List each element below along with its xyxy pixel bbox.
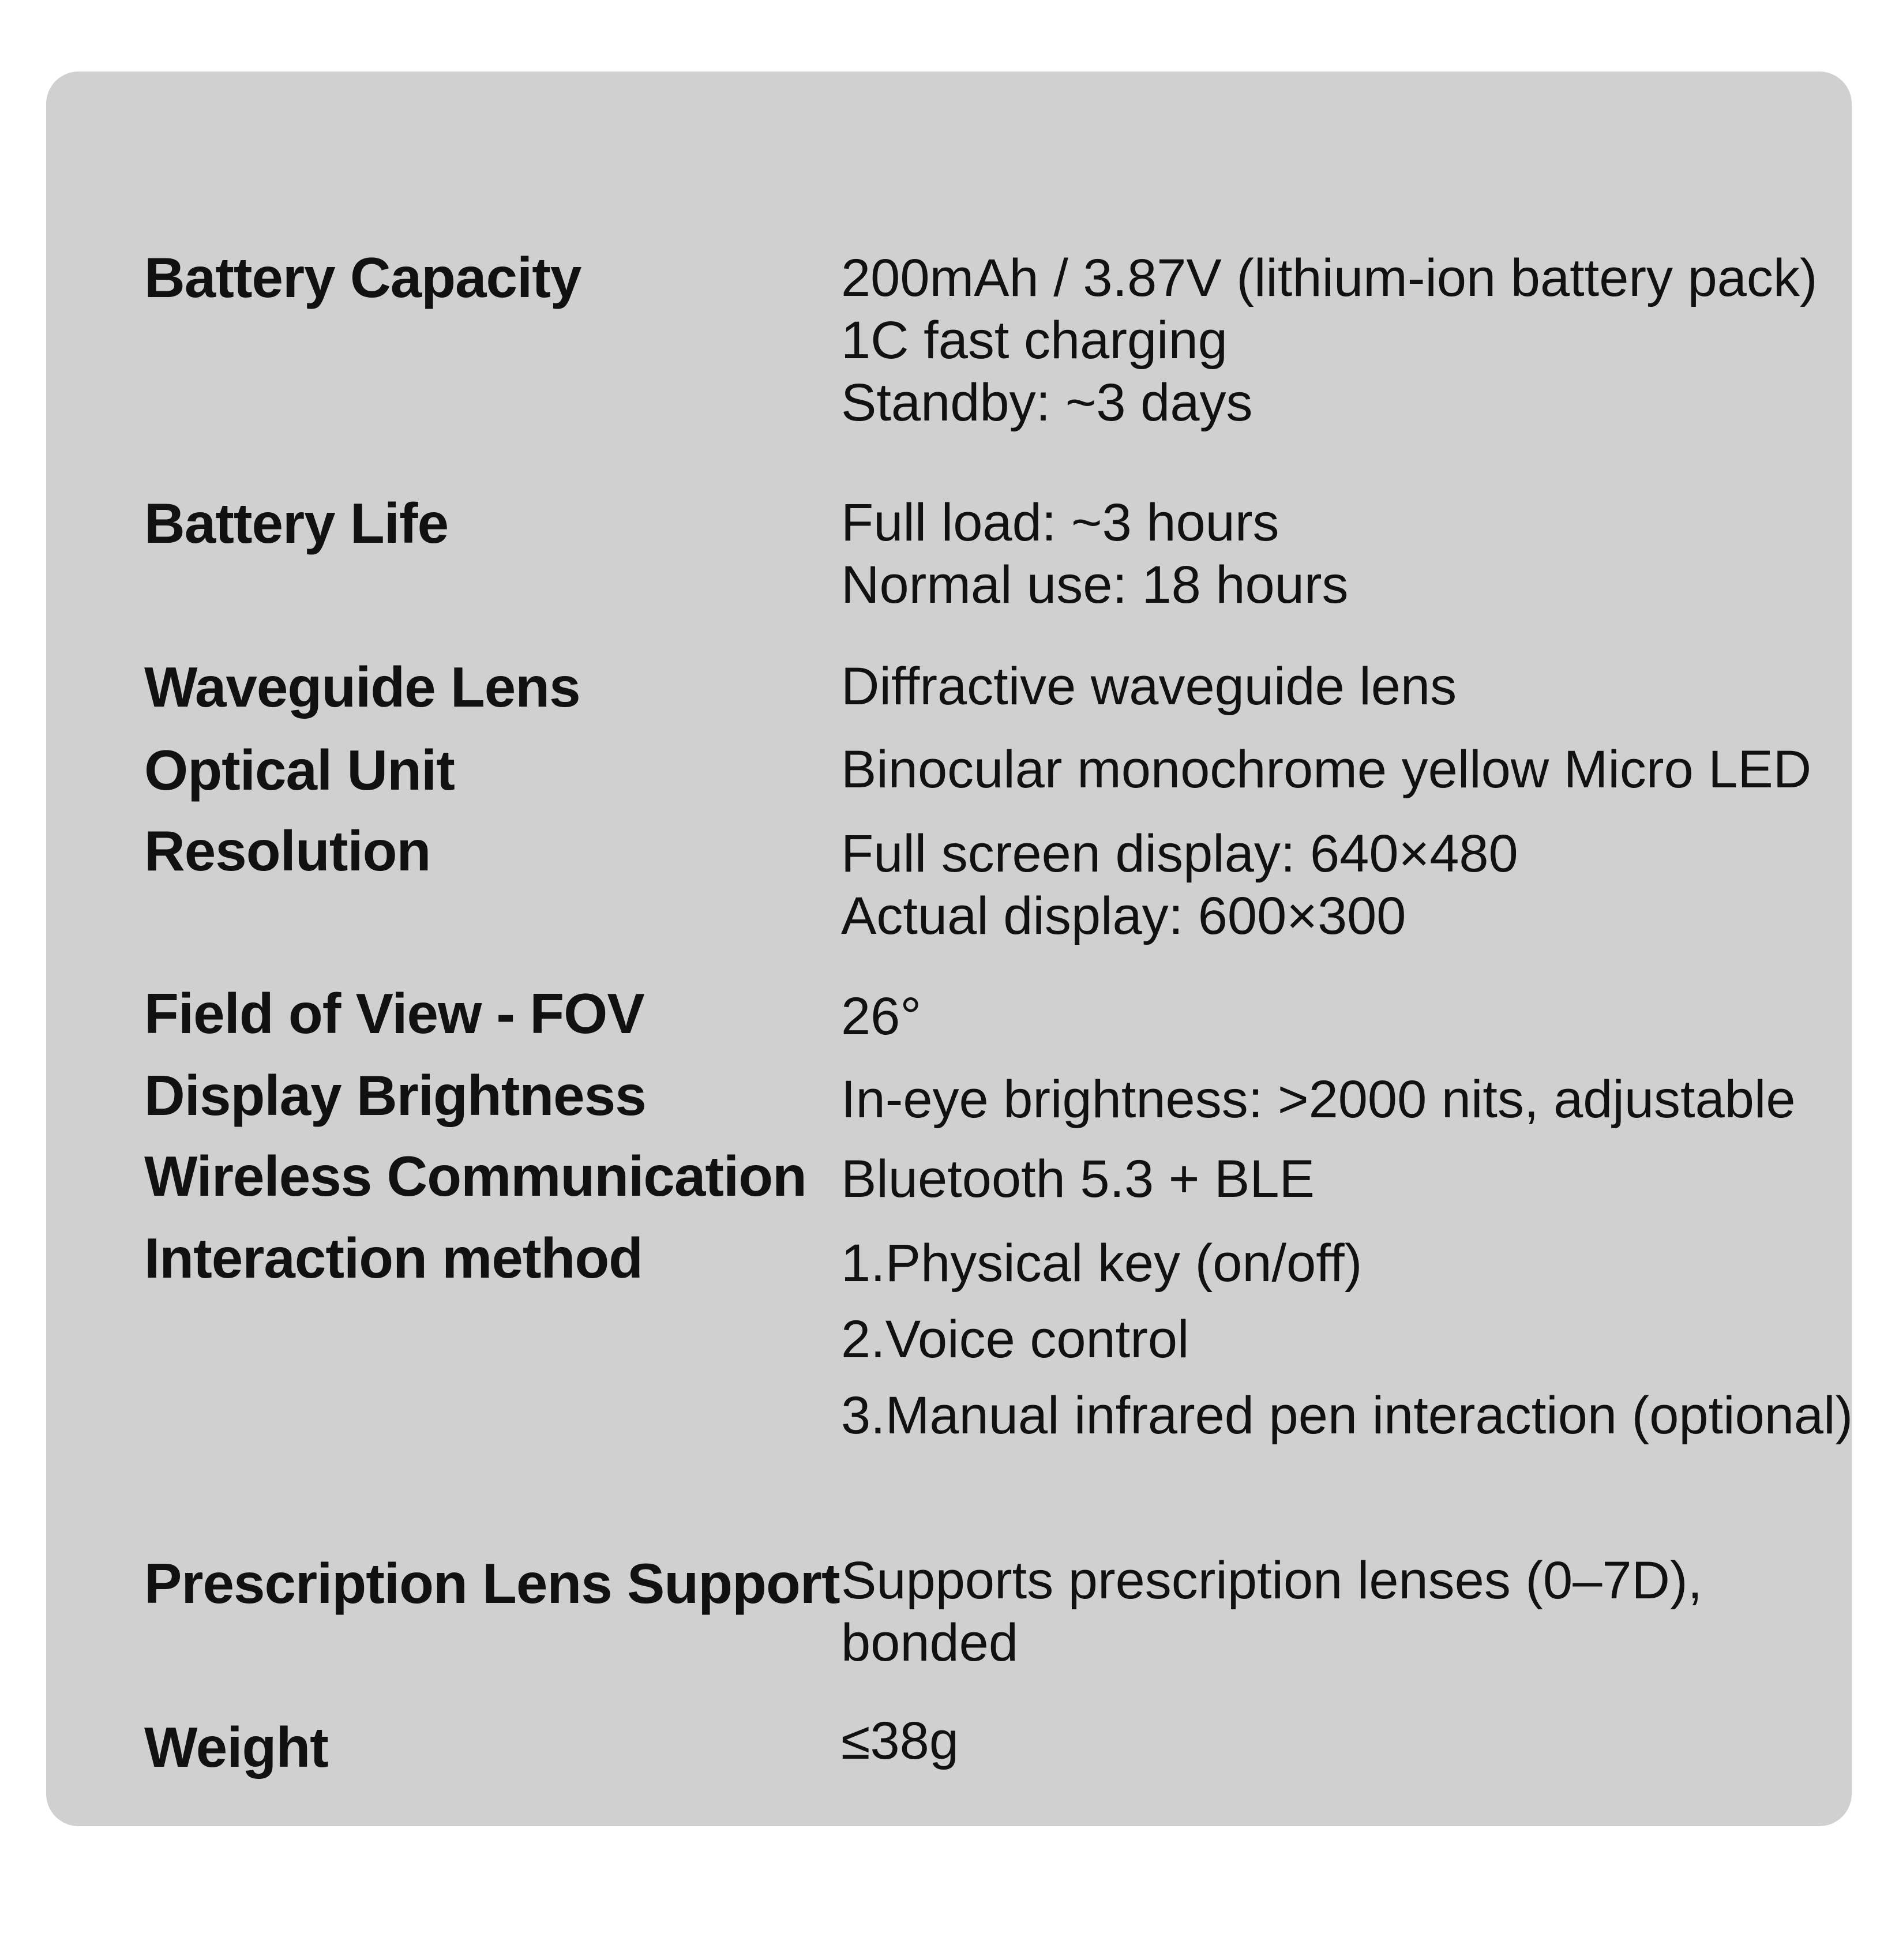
spec-value-line: 2.Voice control [841, 1310, 1189, 1369]
spec-panel [46, 72, 1852, 1826]
spec-value-line: Normal use: 18 hours [841, 555, 1349, 614]
spec-label-field-of-view: Field of View - FOV [144, 982, 644, 1045]
spec-value-waveguide-lens [841, 655, 1457, 718]
spec-label-optical-unit: Optical Unit [144, 738, 455, 802]
spec-value-line: 26° [841, 987, 922, 1046]
spec-value-line: 1C fast charging [841, 311, 1228, 370]
spec-label-waveguide-lens: Waveguide Lens [144, 655, 580, 719]
spec-value-line: In-eye brightness: >2000 nits, adjustable [841, 1070, 1796, 1129]
spec-value-line: ≤38g [841, 1711, 959, 1770]
spec-value-wireless-communication [841, 1148, 1315, 1210]
spec-label-weight: Weight [144, 1715, 328, 1779]
spec-label-interaction-method: Interaction method [144, 1226, 643, 1290]
spec-value-line: 1.Physical key (on/off) [841, 1234, 1363, 1293]
spec-value-line: Actual display: 600×300 [841, 887, 1406, 945]
spec-value-battery-capacity [841, 247, 1818, 434]
spec-value-prescription-lens-support [841, 1549, 1702, 1674]
spec-label-battery-capacity: Battery Capacity [144, 246, 581, 309]
spec-value-line: Full screen display: 640×480 [841, 824, 1518, 883]
spec-value-line: bonded [841, 1613, 1018, 1672]
spec-value-line: 200mAh / 3.87V (lithium-ion battery pack) [841, 249, 1818, 307]
spec-value-line: Diffractive waveguide lens [841, 657, 1457, 716]
spec-value-line: Binocular monochrome yellow Micro LED [841, 740, 1812, 799]
spec-label-battery-life: Battery Life [144, 491, 449, 555]
spec-value-line: Supports prescription lenses (0–7D), [841, 1551, 1703, 1610]
spec-value-line: Standby: ~3 days [841, 373, 1253, 432]
spec-value-line: Bluetooth 5.3 + BLE [841, 1150, 1315, 1208]
spec-value-display-brightness [841, 1068, 1796, 1131]
spec-value-field-of-view [841, 985, 921, 1047]
spec-label-display-brightness: Display Brightness [144, 1064, 646, 1127]
spec-value-battery-life [841, 491, 1349, 616]
spec-value-optical-unit [841, 738, 1811, 801]
spec-label-prescription-lens-support: Prescription Lens Support [144, 1552, 840, 1615]
spec-label-wireless-communication: Wireless Communication [144, 1144, 806, 1208]
spec-value-line: 3.Manual infrared pen interaction (optional) [841, 1386, 1853, 1445]
spec-value-resolution [841, 823, 1518, 947]
spec-value-weight [841, 1710, 959, 1772]
spec-value-interaction-method [841, 1225, 1853, 1454]
spec-value-line: Full load: ~3 hours [841, 493, 1279, 552]
spec-label-resolution: Resolution [144, 819, 431, 883]
